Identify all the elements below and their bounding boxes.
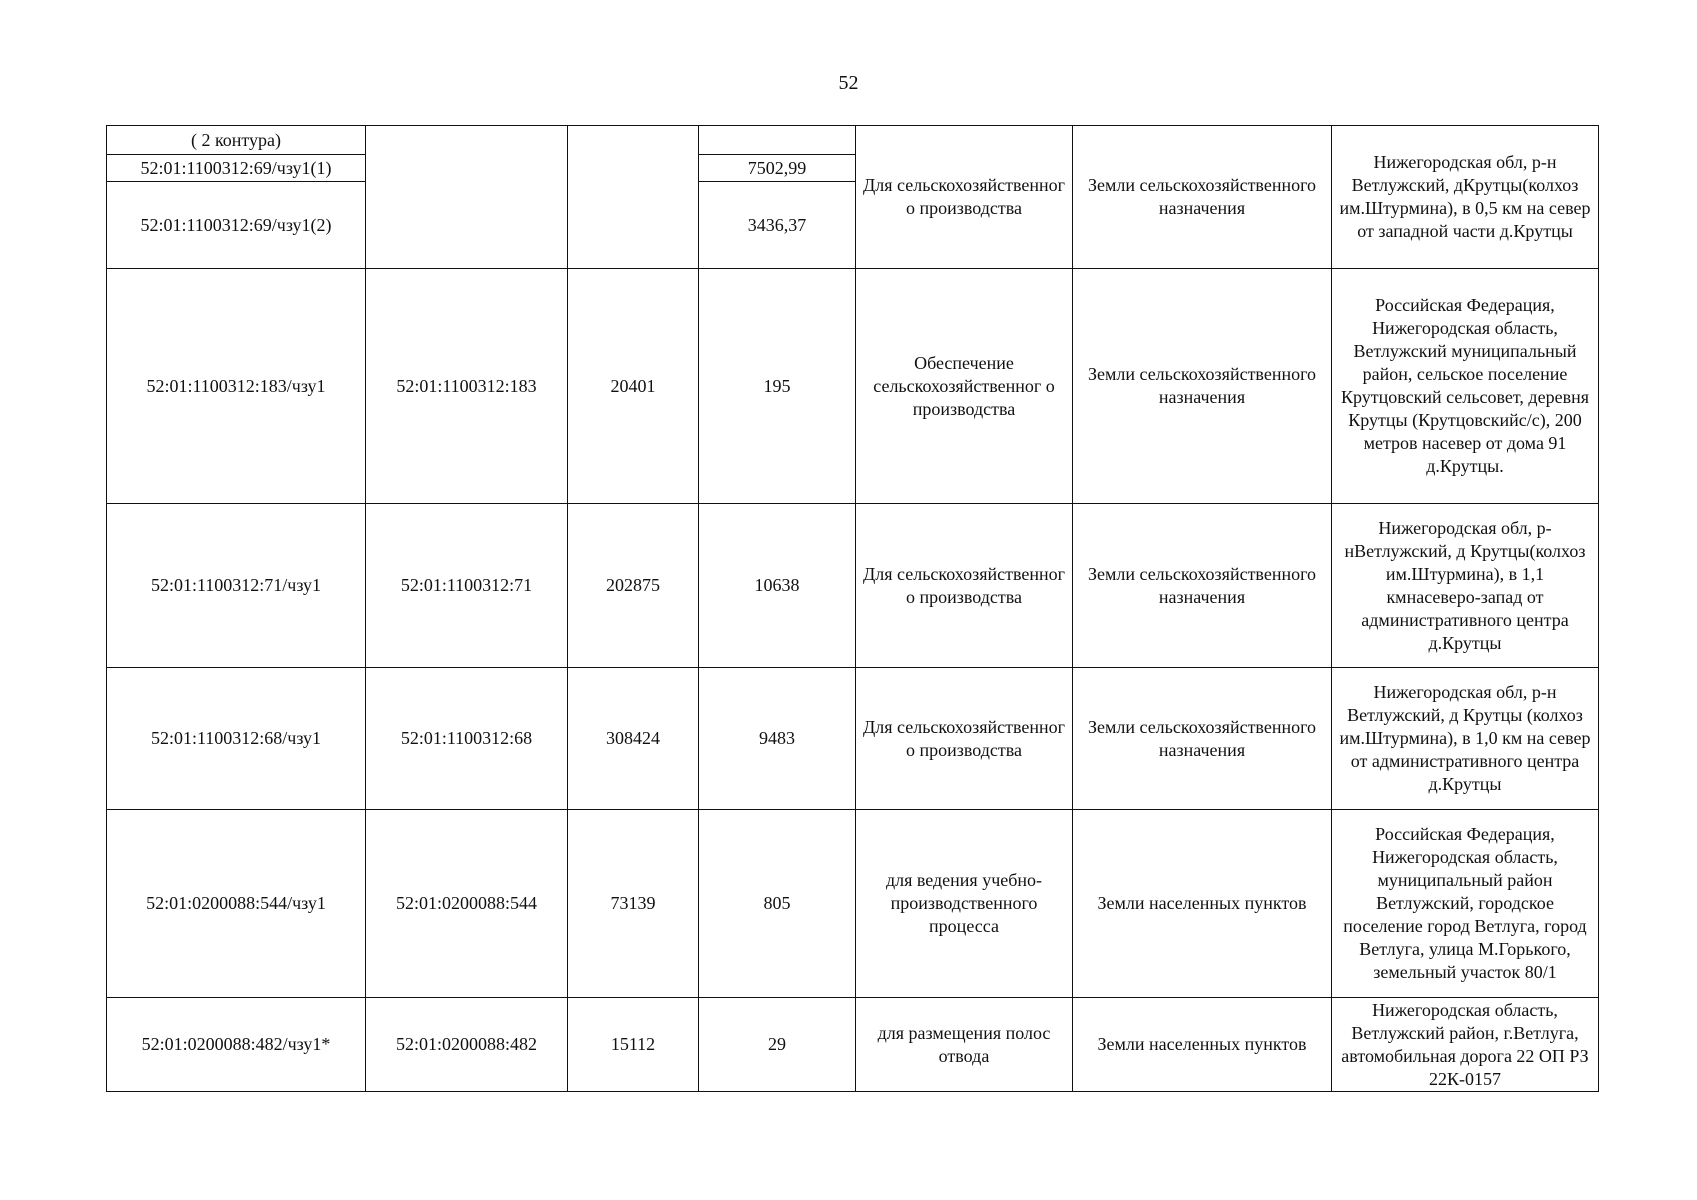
address-cell: Нижегородская область, Ветлужский район, г.Ветлуга, автомобильная дорога 22 ОП РЗ 22К-0157 [1332, 998, 1599, 1092]
address-cell: Российская Федерация, Нижегородская область, муниципальный район Ветлужский, городское поселение город Ветлуга, город Ветлуга, улица М.Горького, земельный участок 80/1 [1332, 810, 1599, 998]
table-row [107, 269, 1599, 504]
parcel-id-cell: 52:01:0200088:482 [366, 998, 568, 1092]
part-area-cell: 195 [699, 269, 856, 504]
parcel-id-cell: 52:01:1100312:68 [366, 668, 568, 810]
total-area-cell: 20401 [568, 269, 699, 504]
part-area-cell: 10638 [699, 504, 856, 668]
part-id-cell: 52:01:1100312:71/чзу1 [107, 504, 366, 668]
part-area-cell: 805 [699, 810, 856, 998]
land-parcels-table [106, 125, 1599, 1092]
address-cell: Нижегородская обл, р-н Ветлужский, дКрутцы(колхоз им.Штурмина), в 0,5 км на север от западной части д.Крутцы [1332, 126, 1599, 269]
parcel-id-cell: 52:01:1100312:71 [366, 504, 568, 668]
table-row [107, 810, 1599, 998]
contour-area-cell: 7502,99 [699, 155, 856, 182]
part-area-cell [699, 126, 856, 155]
address-cell: Нижегородская обл, р-н Ветлужский, д Крутцы (колхоз им.Штурмина), в 1,0 км на север от административного центра д.Крутцы [1332, 668, 1599, 810]
total-area-cell [568, 126, 699, 269]
part-id-cell: 52:01:0200088:544/чзу1 [107, 810, 366, 998]
purpose-cell: для ведения учебно-производственного процесса [856, 810, 1073, 998]
contour-label: ( 2 контура) [107, 126, 366, 155]
category-cell: Земли сельскохозяйственного назначения [1073, 126, 1332, 269]
part-id-cell: 52:01:0200088:482/чзу1* [107, 998, 366, 1092]
parcel-id-cell: 52:01:1100312:183 [366, 269, 568, 504]
table-row [107, 126, 1599, 155]
purpose-cell: Для сельскохозяйственног о производства [856, 126, 1073, 269]
table-row [107, 504, 1599, 668]
category-cell: Земли населенных пунктов [1073, 810, 1332, 998]
purpose-cell: Для сельскохозяйственног о производства [856, 668, 1073, 810]
category-cell: Земли сельскохозяйственного назначения [1073, 269, 1332, 504]
category-cell: Земли сельскохозяйственного назначения [1073, 668, 1332, 810]
total-area-cell: 308424 [568, 668, 699, 810]
page-number: 52 [838, 72, 859, 94]
purpose-cell: Обеспечение сельскохозяйственног о производства [856, 269, 1073, 504]
part-area-cell: 9483 [699, 668, 856, 810]
category-cell: Земли населенных пунктов [1073, 998, 1332, 1092]
part-area-cell: 29 [699, 998, 856, 1092]
contour-id-cell: 52:01:1100312:69/чзу1(2) [107, 182, 366, 269]
total-area-cell: 202875 [568, 504, 699, 668]
part-id-cell: 52:01:1100312:68/чзу1 [107, 668, 366, 810]
parcel-id-cell [366, 126, 568, 269]
total-area-cell: 15112 [568, 998, 699, 1092]
purpose-cell: для размещения полос отвода [856, 998, 1073, 1092]
contour-area-cell: 3436,37 [699, 182, 856, 269]
contour-id-cell: 52:01:1100312:69/чзу1(1) [107, 155, 366, 182]
parcel-id-cell: 52:01:0200088:544 [366, 810, 568, 998]
category-cell: Земли сельскохозяйственного назначения [1073, 504, 1332, 668]
address-cell: Нижегородская обл, р-нВетлужский, д Крутцы(колхоз им.Штурмина), в 1,1 кмнасеверо-запад от административного центра д.Крутцы [1332, 504, 1599, 668]
part-id-cell: 52:01:1100312:183/чзу1 [107, 269, 366, 504]
purpose-cell: Для сельскохозяйственног о производства [856, 504, 1073, 668]
total-area-cell: 73139 [568, 810, 699, 998]
table-row [107, 668, 1599, 810]
table-row [107, 998, 1599, 1092]
address-cell: Российская Федерация, Нижегородская область, Ветлужский муниципальный район, сельское поселение Крутцовский сельсовет, деревня Крутцы (Крутцовскийс/с), 200 метров насевер от дома 91 д.Крутцы. [1332, 269, 1599, 504]
